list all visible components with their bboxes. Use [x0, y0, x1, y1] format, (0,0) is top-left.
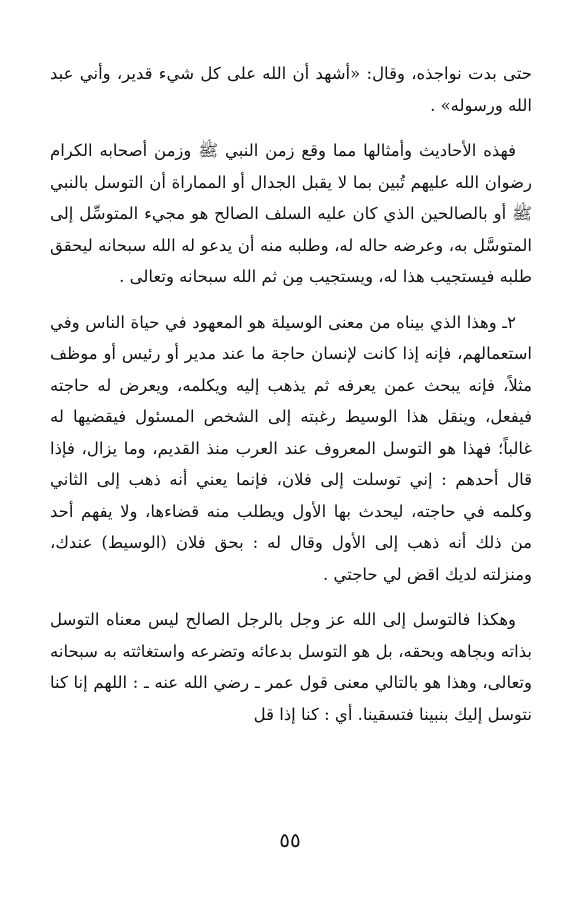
paragraph-2: فهذه الأحاديث وأمثالها مما وقع زمن النبي ﷺ وزمن أصحابه الكرام رضوان الله عليهم تُبين بما لا يقبل الجدال أو المماراة أن التوسل بالنبي ﷺ أو بالصالحين الذي كان عليه السلف الصالح هو مجيء المتوسِّل إلى المتوسَّل به، وعرضه حاله له، وطلبه منه أن يدعو له الله سبحانه ليحقق طلبه فيستجيب هذا له، ويستجيب مِن ثم الله سبحانه وتعالى .: [50, 141, 532, 286]
paragraph-3: ٢ـ وهذا الذي بيناه من معنى الوسيلة هو المعهود في حياة الناس وفي استعمالهم، فإنه إذا كانت لإنسان حاجة ما عند مدير أو رئيس أو موظف مثلاً، فإنه يبحث عمن يعرفه ثم يذهب إليه ويكلمه، ويعرض له حاجته فيفعل، وينقل هذا الوسيط رغبته إلى الشخص المسئول فيقضيها له غالباً؛ فهذا هو التوسل المعروف عند العرب منذ القديم، وما يزال، فإذا قال أحدهم : إني توسلت إلى فلان، فإنما يعني أنه ذهب إلى الثاني وكلمه في حاجته، ليحدث بها الأول ويطلب منه قضاءها، ولا يفهم أحد من ذلك أنه ذهب إلى الأول وقال له : بحق فلان (الوسيط) عندك، ومنزلته لديك اقض لي حاجتي .: [50, 312, 532, 584]
paragraph-4: وهكذا فالتوسل إلى الله عز وجل بالرجل الصالح ليس معناه التوسل بذاته وبجاهه وبحقه، بل هو التوسل بدعائه وتضرعه واستغاثته به سبحانه وتعالى، وهذا هو بالتالي معنى قول عمر ـ رضي الله عنه ـ : اللهم إنا كنا نتوسل إليك بنبينا فتسقينا. أي : كنا إذا قل: [50, 610, 532, 724]
page-number: ٥٥: [279, 828, 301, 852]
paragraph-1: حتى بدت نواجذه، وقال: «أشهد أن الله على كل شيء قدير، وأني عبد الله ورسوله» .: [50, 64, 532, 115]
document-body: [50, 58, 532, 744]
